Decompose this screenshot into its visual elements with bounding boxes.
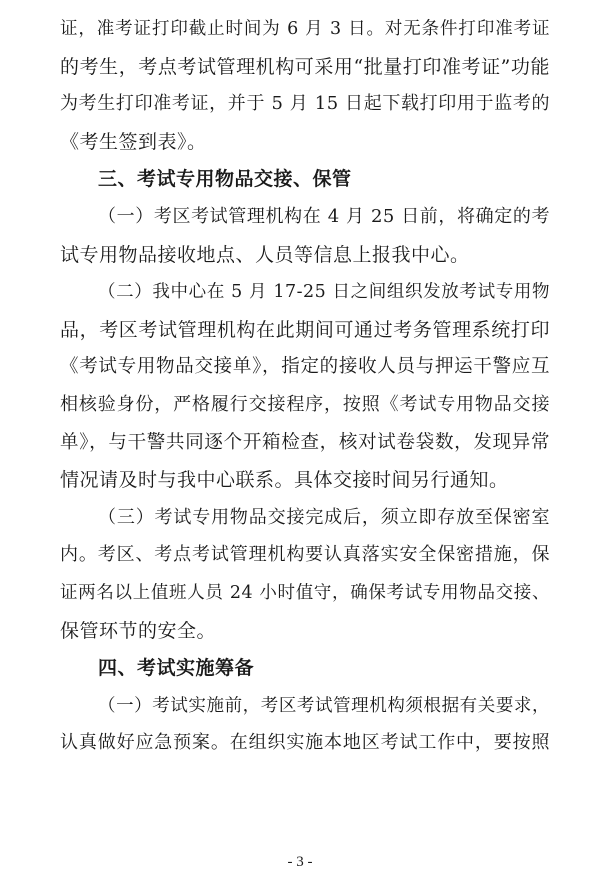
body-line: 内。考区、考点考试管理机构要认真落实安全保密措施，保	[60, 544, 550, 566]
body-line: 认真做好应急预案。在组织实施本地区考试工作中，要按照	[60, 732, 550, 754]
body-line: 单》，与干警共同逐个开箱检查，核对试卷袋数，发现异常	[60, 431, 550, 453]
body-line: 品，考区考试管理机构在此期间可通过考务管理系统打印	[60, 318, 550, 341]
body-line: 的考生，考点考试管理机构可采用“批量打印准考证”功能	[60, 55, 550, 78]
section-heading-3: 三、考试专用物品交接、保管	[98, 168, 352, 191]
body-line: 证，准考证打印截止时间为 6 月 3 日。对无条件打印准考证	[60, 19, 550, 39]
body-line: 《考试专用物品交接单》，指定的接收人员与押运干警应互	[60, 356, 550, 378]
section-heading-4: 四、考试实施筹备	[98, 657, 255, 680]
paragraph-first-line: （三）考试专用物品交接完成后，须立即存放至保密室	[98, 506, 550, 528]
body-line: 为考生打印准考证，并于 5 月 15 日起下载打印用于监考的	[60, 93, 550, 115]
body-line: 相核验身份，严格履行交接程序，按照《考试专用物品交接	[60, 394, 550, 415]
page-number: - 3 -	[287, 854, 313, 870]
body-line: 《考生签到表》。	[60, 130, 207, 153]
body-line: 情况请及时与我中心联系。具体交接时间另行通知。	[60, 469, 509, 492]
body-line: 保管环节的安全。	[60, 619, 217, 642]
body-line: 试专用物品接收地点、人员等信息上报我中心。	[60, 243, 470, 266]
paragraph-first-line: （一）考区考试管理机构在 4 月 25 日前，将确定的考	[98, 206, 550, 227]
paragraph-first-line: （二）我中心在 5 月 17-25 日之间组织发放考试专用物	[98, 282, 550, 303]
body-line: 证两名以上值班人员 24 小时值守，确保考试专用物品交接、	[60, 583, 550, 603]
paragraph-first-line: （一）考试实施前，考区考试管理机构须根据有关要求，	[98, 695, 550, 716]
